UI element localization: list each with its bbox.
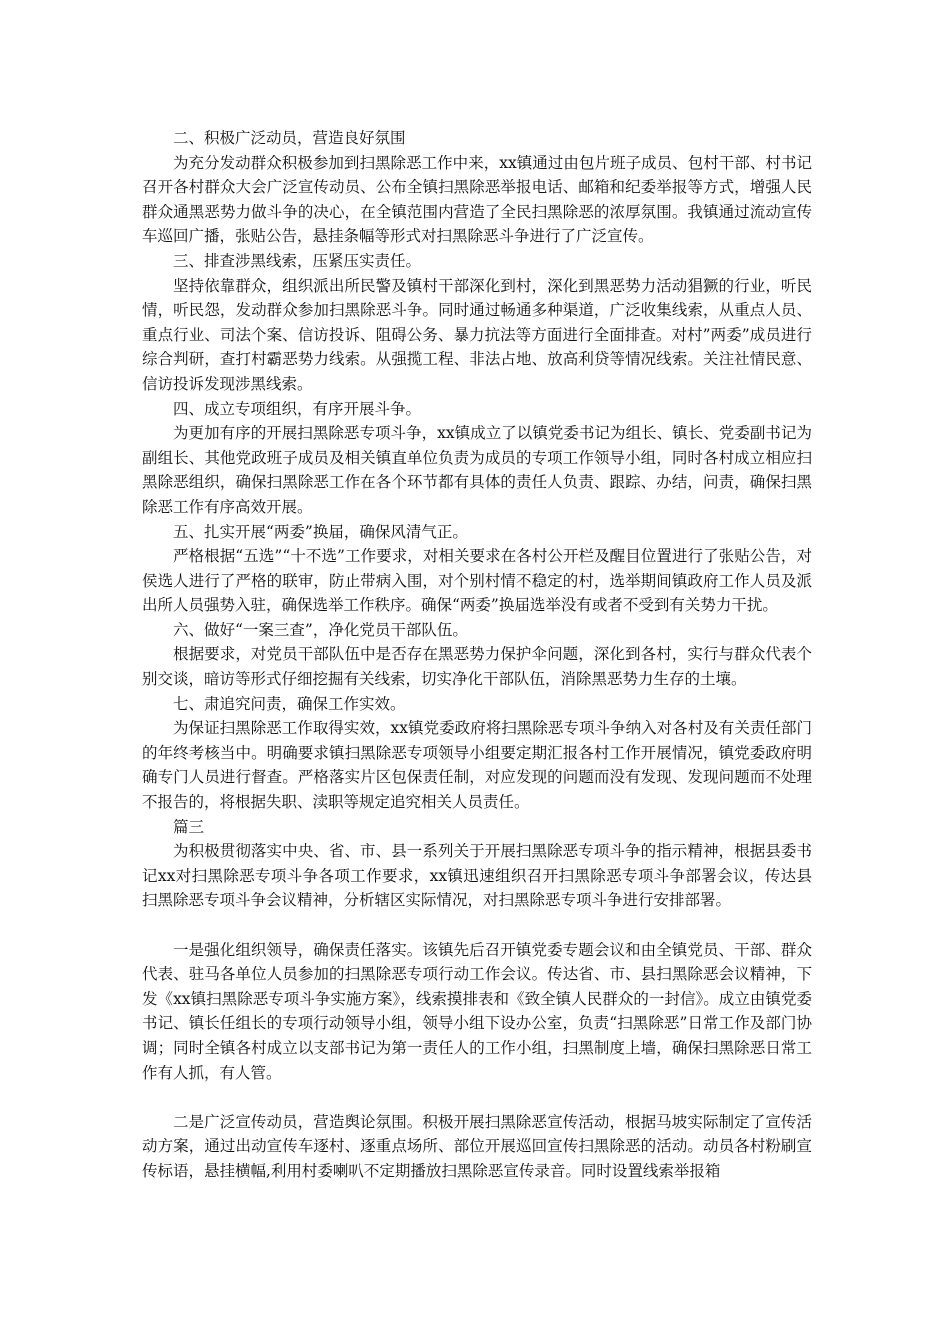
body-paragraph: 根据要求，对党员干部队伍中是否存在黑恶势力保护伞问题，深化到各村，实行与群众代表个别交谈，暗访等形式仔细挖掘有关线索，切实净化干部队伍，消除黑恶势力生存的土壤。 — [142, 645, 812, 689]
body-paragraph: 二是广泛宣传动员，营造舆论氛围。积极开展扫黑除恶宣传活动，根据马坡实际制定了宣传活动方案，通过出动宣传车逐村、逐重点场所、部位开展巡回宣传扫黑除恶的活动。动员各村粉刷宣传标语，悬挂横幅,利用村委喇叭不定期播放扫黑除恶宣传录音。同时设置线索举报箱 — [142, 1112, 812, 1180]
blank-line — [142, 1085, 812, 1110]
section-heading: 五、扎实开展“两委”换届，确保风清气正。 — [173, 522, 468, 541]
body-paragraph: 坚持依靠群众，组织派出所民警及镇村干部深化到村，深化到黑恶势力活动猖獗的行业，听民情，听民怨，发动群众参加扫黑除恶斗争。同时通过畅通多种渠道，广泛收集线索，从重点人员、重点行业、司法个案、信访投诉、阻碍公务、暴力抗法等方面进行全面排查。对村”两委”成员进行综合判研，查打村霸恶势力线索。从强揽工程、非法占地、放高利贷等情况线索。关注社情民意、信访投诉发现涉黑线索。 — [142, 276, 812, 393]
section-heading: 二、积极广泛动员，营造良好氛围 — [173, 129, 406, 147]
body-paragraph: 为充分发动群众积极参加到扫黑除恶工作中来，xx镇通过由包片班子成员、包村干部、村书记召开各村群众大会广泛宣传动员、公布全镇扫黑除恶举报电话、邮箱和纪委举报等方式，增强人民群众通黑恶势力做斗争的决心，在全镇范围内营造了全民扫黑除恶的浓厚氛围。我镇通过流动宣传车巡回广播，张贴公告，悬挂条幅等形式对扫黑除恶斗争进行了广泛宣传。 — [142, 153, 812, 246]
section-heading: 三、排查涉黑线索，压紧压实责任。 — [173, 251, 422, 270]
body-paragraph: 为保证扫黑除恶工作取得实效，xx镇党委政府将扫黑除恶专项斗争纳入对各村及有关责任部门的年终考核当中。明确要求镇扫黑除恶专项领导小组要定期汇报各村工作开展情况，镇党委政府明确专门人员进行督查。严格落实片区包保责任制，对应发现的问题而没有发现、发现问题而不处理不报告的，将根据失职、渎职等规定追究相关人员责任。 — [142, 719, 812, 812]
body-paragraph: 严格根据“五选”“十不选”工作要求，对相关要求在各村公开栏及醒目位置进行了张贴公告，对侯选人进行了严格的联审，防止带病入围，对个别村情不稳定的村，选举期间镇政府工作人员及派出所人员强势入驻，确保选举工作秩序。确保“两委”换届选举没有或者不受到有关势力干扰。 — [142, 547, 812, 615]
section-heading: 六、做好“一案三查”，净化党员干部队伍。 — [173, 620, 468, 639]
section-heading: 七、肃追究问责，确保工作实效。 — [173, 694, 406, 713]
body-paragraph: 为更加有序的开展扫黑除恶专项斗争，xx镇成立了以镇党委书记为组长、镇长、党委副书记为副组长、其他党政班子成员及相关镇直单位负责为成员的专项工作领导小组，同时各村成立相应扫黑除恶组织，确保扫黑除恶工作在各个环节都有具体的责任人负责、跟踪、办结，问责，确保扫黑除恶工作有序高效开展。 — [142, 424, 812, 516]
section-heading: 四、成立专项组织，有序开展斗争。 — [173, 399, 422, 418]
blank-line — [142, 913, 812, 938]
body-paragraph: 为积极贯彻落实中央、省、市、县一系列关于开展扫黑除恶专项斗争的指示精神，根据县委书记xx对扫黑除恶专项斗争各项工作要求，xx镇迅速组织召开扫黑除恶专项斗争部署会议，传达县扫黑除恶专项斗争会议精神，分析辖区实际情况，对扫黑除恶专项斗争进行安排部署。 — [142, 842, 812, 910]
body-paragraph: 一是强化组织领导，确保责任落实。该镇先后召开镇党委专题会议和由全镇党员、干部、群众代表、驻马各单位人员参加的扫黑除恶专项行动工作会议。传达省、市、县扫黑除恶会议精神，下发《xx镇扫黑除恶专项斗争实施方案》，线索摸排表和《致全镇人民群众的一封信》。成立由镇党委书记、镇长任组长的专项行动领导小组，领导小组下设办公室，负责“扫黑除恶”日常工作及部门协调；同时全镇各村成立以支部书记为第一责任人的工作小组，扫黑制度上墙，确保扫黑除恶日常工作有人抓，有人管。 — [142, 940, 812, 1082]
document-body — [142, 126, 812, 1184]
part-heading: 篇三 — [173, 817, 205, 836]
